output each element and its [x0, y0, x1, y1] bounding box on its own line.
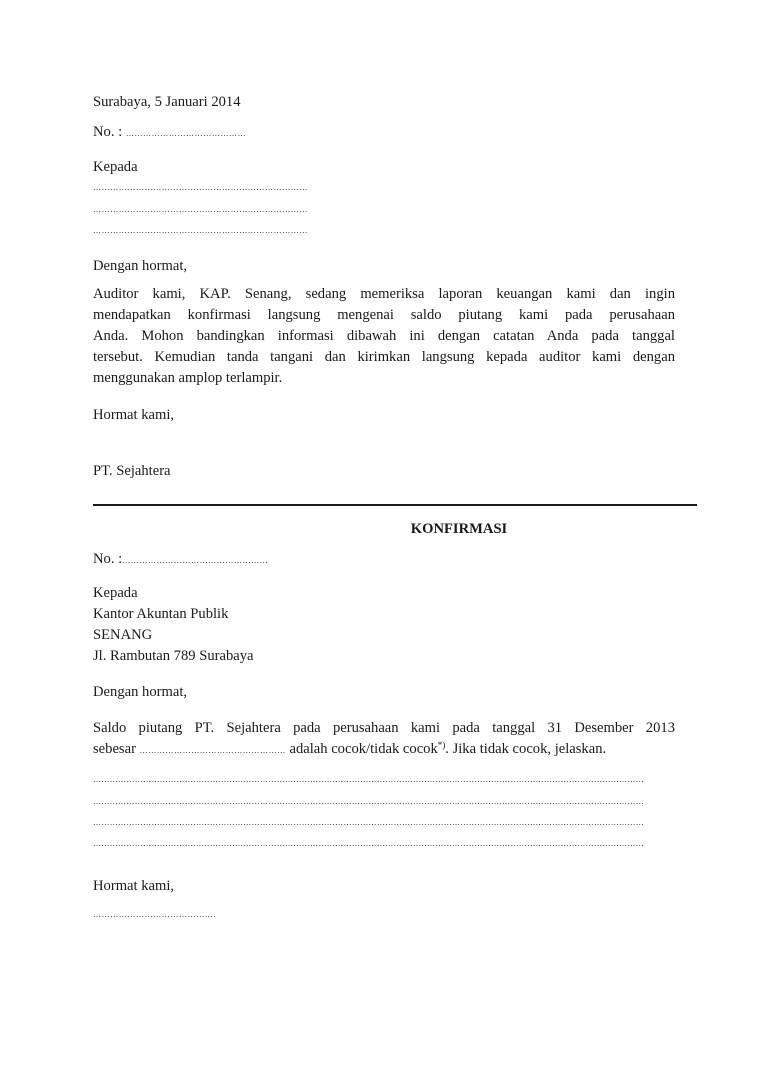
letter-address-line-3: ………………………………………………………………… — [93, 226, 308, 235]
confirmation-amount-prefix: sebesar — [93, 741, 140, 757]
letter-number-dots: …………………………………… — [125, 129, 247, 138]
letter-to-label: Kepada — [93, 159, 138, 175]
confirmation-signature-dots: ……………………………………. — [93, 910, 216, 919]
confirmation-explain-text: . Jika tidak cocok, jelaskan. — [445, 741, 607, 757]
confirmation-to-label: Kepada — [93, 585, 138, 601]
letter-body — [93, 284, 675, 389]
confirmation-address-line-3: Jl. Rambutan 789 Surabaya — [93, 648, 254, 664]
letter-body-line-5: menggunakan amplop terlampir. — [93, 370, 283, 386]
confirmation-explain-line-1: ……………………………………………………………………………………………………………………………………………………………………………… — [93, 775, 645, 784]
confirmation-explain-line-2: ……………………………………………………………………………………………………………………………………………………………………………… — [93, 797, 645, 806]
letter-body-line-3: Anda. Mohon bandingkan informasi dibawah ini dengan catatan Anda pada tanggal — [93, 328, 675, 344]
confirmation-address-line-2: SENANG — [93, 627, 153, 643]
letter-address-line-1: ………………………………………………………………… — [93, 183, 308, 192]
confirmation-body-line-2 — [93, 739, 675, 760]
letter-body-line-2: mendapatkan konfirmasi langsung mengenai saldo piutang kami pada perusahaan — [93, 307, 675, 323]
confirmation-amount-dots: …………………………………………… — [139, 746, 286, 755]
letter-number — [93, 122, 246, 144]
confirmation-closing: Hormat kami, — [93, 878, 175, 894]
confirmation-explain-line-4: ……………………………………………………………………………………………………………………………………………………………………………… — [93, 839, 645, 848]
confirmation-number — [93, 549, 268, 571]
confirmation-body — [93, 718, 675, 760]
letter-place-date: Surabaya, 5 Januari 2014 — [93, 94, 241, 110]
confirmation-title: KONFIRMASI — [410, 521, 508, 537]
confirmation-number-dots: …………………………………………… — [122, 556, 269, 565]
letter-company: PT. Sejahtera — [93, 463, 171, 479]
confirmation-number-label: No. : — [93, 551, 123, 567]
letter-address-line-2: ………………………………………………………………… — [93, 205, 308, 214]
letter-closing: Hormat kami, — [93, 407, 175, 423]
letter-body-line-4: tersebut. Kemudian tanda tangani dan kirimkan langsung kepada auditor kami dengan — [93, 349, 675, 365]
letter-number-label: No. : — [93, 124, 126, 140]
confirmation-greeting: Dengan hormat, — [93, 684, 188, 700]
confirmation-address-line-1: Kantor Akuntan Publik — [93, 606, 229, 622]
confirmation-footnote-mark: *) — [437, 740, 446, 750]
confirmation-body-line-1: Saldo piutang PT. Sejahtera pada perusahaan kami pada tanggal 31 Desember 2013 — [93, 720, 675, 736]
section-divider — [93, 504, 697, 506]
confirmation-match-text: adalah cocok/tidak cocok — [285, 741, 438, 757]
confirmation-explain-line-3: ……………………………………………………………………………………………………………………………………………………………………………… — [93, 818, 645, 827]
letter-greeting: Dengan hormat, — [93, 258, 188, 274]
letter-body-line-1: Auditor kami, KAP. Senang, sedang memeriksa laporan keuangan kami dan ingin — [93, 286, 675, 302]
